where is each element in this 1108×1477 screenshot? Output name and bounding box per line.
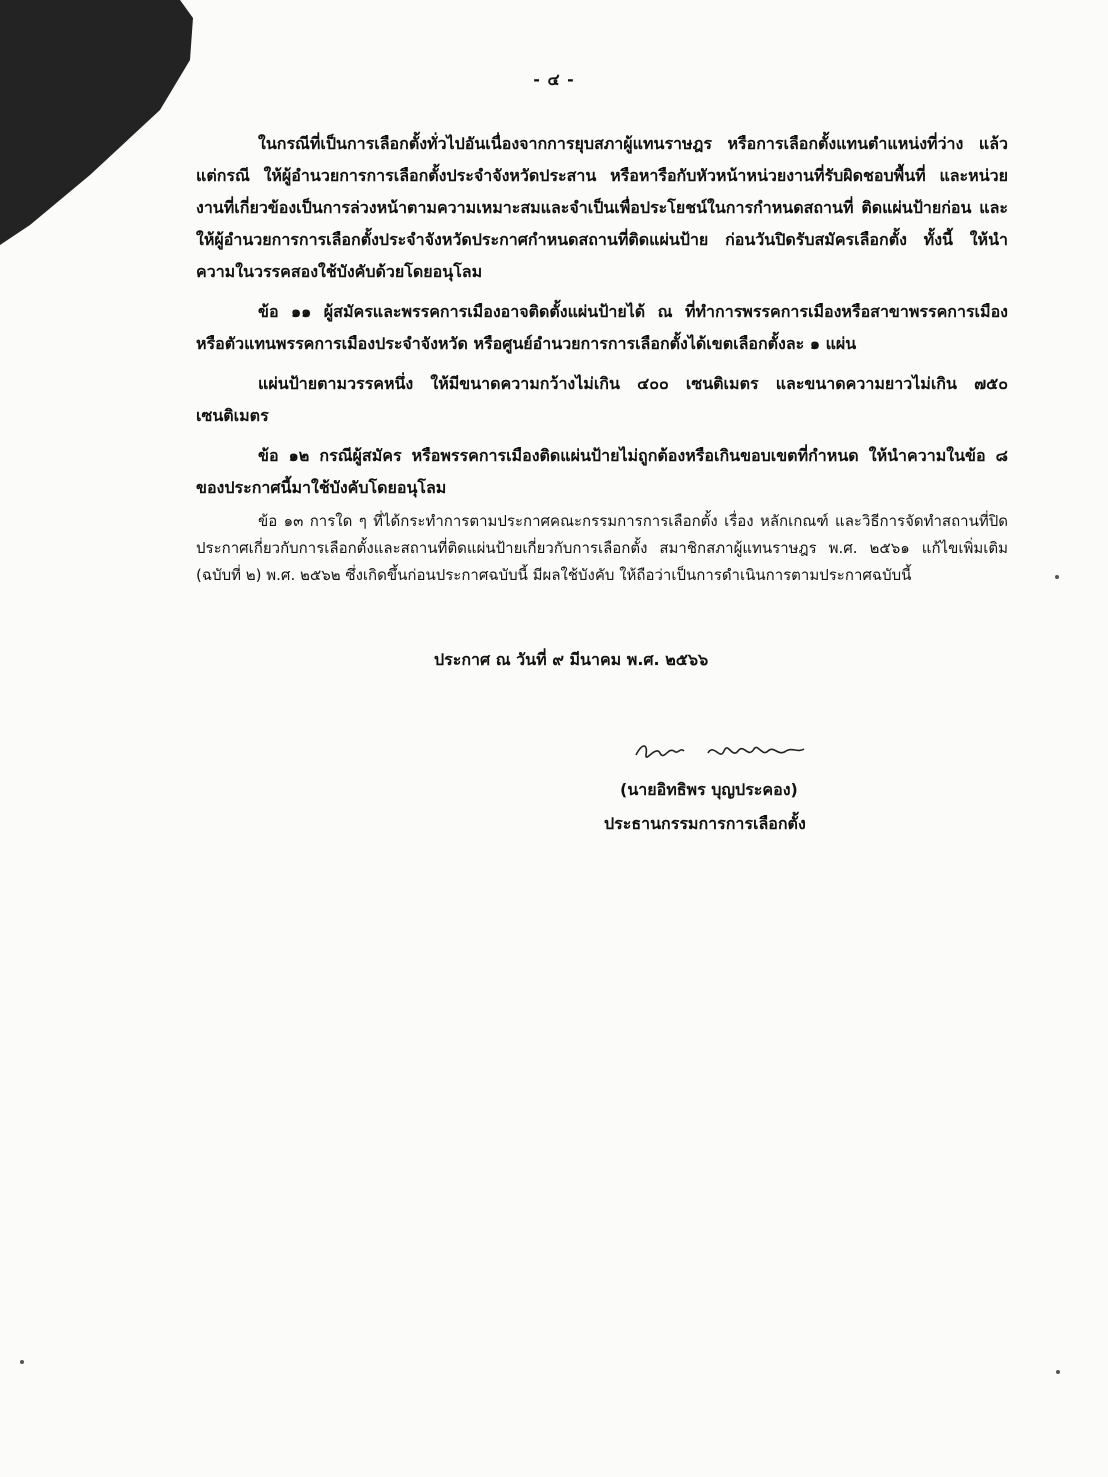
announcement-date: ประกาศ ณ วันที่ ๙ มีนาคม พ.ศ. ๒๕๖๖ xyxy=(434,650,709,669)
scan-speck xyxy=(1056,1370,1060,1374)
paragraph-clause-12: ข้อ ๑๒ กรณีผู้สมัคร หรือพรรคการเมืองติดแผ่นป้ายไม่ถูกต้องหรือเกินขอบเขตที่กำหนด ให้นำความในข้อ ๘ ของประกาศนี้มาใช้บังคับโดยอนุโลม xyxy=(196,446,1008,497)
paragraph-general-election: ในกรณีที่เป็นการเลือกตั้งทั่วไปอันเนื่องจากการยุบสภาผู้แทนราษฎร หรือการเลือกตั้งแทนตำแหน่งที่ว่าง แล้วแต่กรณี ให้ผู้อำนวยการการเลือกตั้งประจำจังหวัดประสาน หรือหารือกับหัวหน้าหน่วยงานที่รับผิดชอบพื้นที่ และหน่วยงานที่เกี่ยวข้องเป็นการล่วงหน้าตามความเหมาะสมและจำเป็นเพื่อประโยชน์ในการกำหนดสถานที่ ติดแผ่นป้ายก่อน และให้ผู้อำนวยการการเลือกตั้งประจำจังหวัดประกาศกำหนดสถานที่ติดแผ่นป้าย ก่อนวันปิดรับสมัครเลือกตั้ง ทั้งนี้ ให้นำความในวรรคสองใช้บังคับด้วยโดยอนุโลม xyxy=(196,134,1008,281)
scan-speck xyxy=(20,1360,24,1364)
signer-name: (นายอิทธิพร บุญประคอง) xyxy=(620,780,798,799)
page-number: - ๔ - xyxy=(533,70,575,89)
signer-title: ประธานกรรมการการเลือกตั้ง xyxy=(604,814,806,833)
paragraph-sign-size: แผ่นป้ายตามวรรคหนึ่ง ให้มีขนาดความกว้างไม่เกิน ๔๐๐ เซนติเมตร และขนาดความยาวไม่เกิน ๗๕๐ เซนติเมตร xyxy=(196,374,1008,425)
handwritten-signature xyxy=(628,733,828,773)
scan-speck xyxy=(1055,575,1059,579)
paragraph-clause-11: ข้อ ๑๑ ผู้สมัครและพรรคการเมืองอาจติดตั้งแผ่นป้ายได้ ณ ที่ทำการพรรคการเมืองหรือสาขาพรรคการเมือง หรือตัวแทนพรรคการเมืองประจำจังหวัด หรือศูนย์อำนวยการการเลือกตั้งได้เขตเลือกตั้งละ ๑ แผ่น xyxy=(196,302,1008,353)
paragraph-clause-13: ข้อ ๑๓ การใด ๆ ที่ได้กระทำการตามประกาศคณะกรรมการการเลือกตั้ง เรื่อง หลักเกณฑ์ และวิธีการจัดทำสถานที่ปิดประกาศเกี่ยวกับการเลือกตั้งและสถานที่ติดแผ่นป้ายเกี่ยวกับการเลือกตั้ง สมาชิกสภาผู้แทนราษฎร พ.ศ. ๒๕๖๑ แก้ไขเพิ่มเติม (ฉบับที่ ๒) พ.ศ. ๒๕๖๒ ซึ่งเกิดขึ้นก่อนประกาศฉบับนี้ มีผลใช้บังคับ ให้ถือว่าเป็นการดำเนินการตามประกาศฉบับนี้ xyxy=(196,512,1008,584)
document-body xyxy=(196,128,1008,589)
